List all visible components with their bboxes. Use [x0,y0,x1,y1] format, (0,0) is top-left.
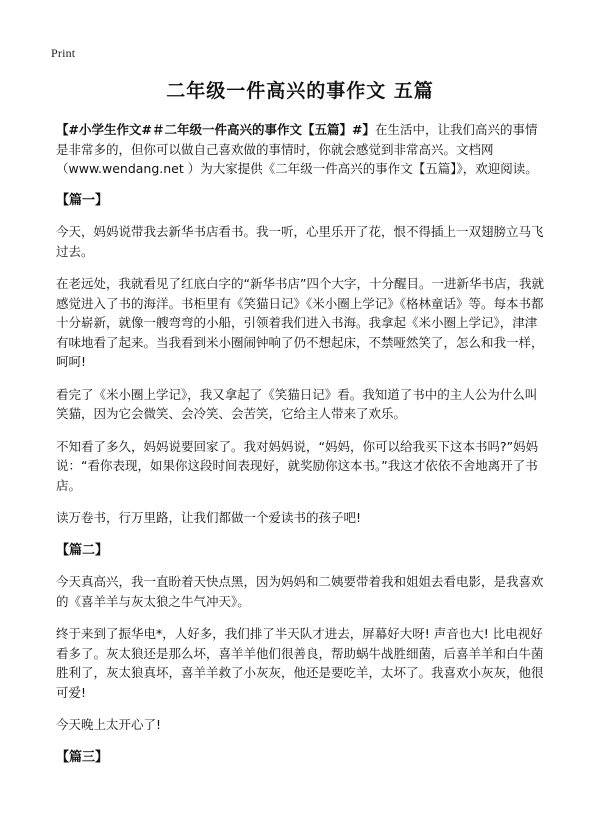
page-title: 二年级一件高兴的事作文 五篇 [166,80,434,102]
article-body [56,120,544,779]
section-2-paragraph-1: 今天真高兴，我一直盼着天快点黑，因为妈妈和二姨要带着我和姐姐去看电影，是我喜欢的《喜羊羊与灰太狼之牛气冲天》。 [56,574,544,609]
section-heading-2: 【篇二】 [56,542,109,558]
section-2-paragraph-3: 今天晚上太开心了! [56,717,162,732]
section-1-paragraph-1: 今天，妈妈说带我去新华书店看书。我一听，心里乐开了花，恨不得插上一双翅膀立马飞过去。 [56,224,544,259]
intro-text: 在生活中，让我们高兴的事情是非常多的，但你可以做自己喜欢做的事情时，你就会感觉到非常高兴。文档网（www.wendang.net ）为大家提供《二年级一件高兴的事作文【五篇】》，欢迎阅读。 [56,122,538,176]
section-heading-1: 【篇一】 [56,192,109,208]
section-1-paragraph-2: 在老远处，我就看见了红底白字的“新华书店”四个大字，十分醒目。一进新华书店，我就感觉进入了书的海洋。书柜里有《笑猫日记》《米小圈上学记》《格林童话》等。每本书都十分崭新，就像一艘弯弯的小船，引领着我们进入书海。我拿起《米小圈上学记》，津津有味地看了起来。当我看到米小圈闹钟响了仍不想起床，不禁哑然笑了，怎么和我一样，呵呵! [56,276,544,369]
section-1-paragraph-4: 不知看了多久，妈妈说要回家了。我对妈妈说，“妈妈，你可以给我买下这本书吗?”妈妈说：“看你表现，如果你这段时间表现好，就奖励你这本书。”我这才依依不舍地离开了书店。 [56,438,539,493]
intro-tag: 【#小学生作文#＃二年级一件高兴的事作文【五篇】#】 [56,122,375,137]
section-heading-3: 【篇三】 [56,749,109,765]
print-label: Print [51,46,76,60]
section-2-paragraph-2: 终于来到了振华电*，人好多，我们排了半天队才进去，屏幕好大呀! 声音也大! 比电视好看多了。灰太狼还是那么坏，喜羊羊他们很善良，帮助蜗牛战胜细菌，后喜羊羊和白牛菌胜利了，灰太狼真坏，喜羊羊救了小灰灰，他还是要吃羊，太坏了。我喜欢小灰灰，他很可爱! [56,626,544,700]
section-1-paragraph-3: 看完了《米小圈上学记》，我又拿起了《笑猫日记》看。我知道了书中的主人公为什么叫笑猫，因为它会微笑、会冷笑、会苦笑，它给主人带来了欢乐。 [56,386,538,421]
intro-paragraph [56,120,544,179]
section-1-paragraph-5: 读万卷书，行万里路，让我们都做一个爱读书的孩子吧! [56,510,362,525]
